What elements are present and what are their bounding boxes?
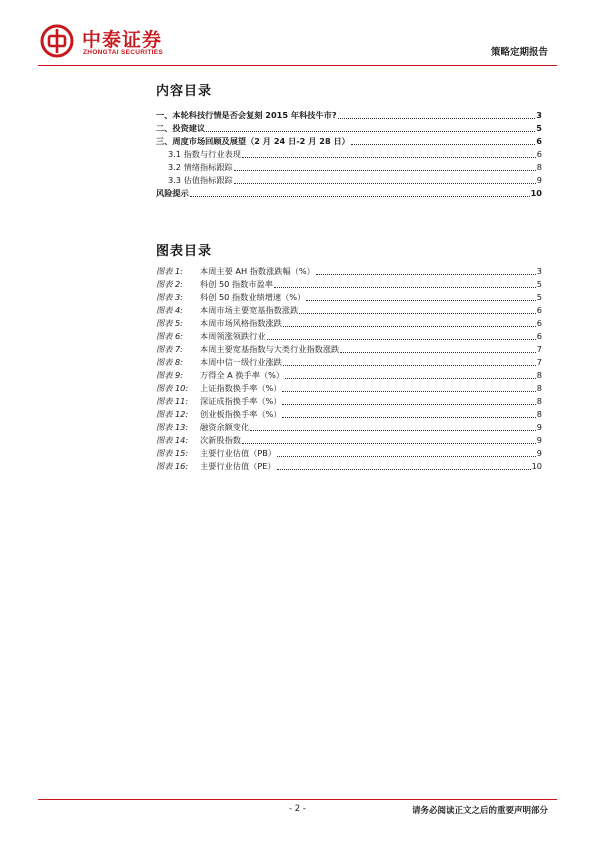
dot-leader [351,144,535,145]
header-divider [38,65,557,66]
brand-name-cn: 中泰证券 [82,29,163,51]
toc-entry-page: 5 [536,279,542,289]
toc-entry[interactable] [156,356,542,369]
toc-entry-label [156,447,276,460]
toc-title: 内容目录 [156,84,213,99]
dot-leader [190,196,530,197]
toc-entry-label [156,408,281,421]
toc-entry[interactable] [156,408,542,421]
footer-divider [38,799,557,800]
toc-entry[interactable] [156,343,542,356]
toc-entry-page: 9 [536,422,542,432]
page-number: - 2 - [289,804,306,814]
toc-entry[interactable] [156,421,542,434]
zhongtai-logo [40,22,220,62]
figure-number: 图表 2: [156,279,183,289]
toc-entry[interactable] [156,460,542,473]
toc-entry-label [156,317,282,330]
figure-caption: 本周领涨领跌行业 [200,331,266,341]
toc-entry-page: 10 [530,188,542,198]
toc-entry-label: 3.1 指数与行业表现 [168,149,241,159]
dot-leader [306,300,536,301]
toc-entry-page: 8 [536,370,542,380]
toc-entry-page: 8 [536,409,542,419]
figure-caption: 融资余额变化 [200,422,250,432]
figure-number: 图表 4: [156,305,183,315]
footer-disclaimer: 请务必阅读正文之后的重要声明部分 [411,806,548,816]
dot-leader [206,131,535,132]
toc-entry-label [156,382,281,395]
toc-entry-page: 3 [536,266,542,276]
toc-entry[interactable] [156,330,542,343]
toc-entry-page: 6 [536,318,542,328]
figure-caption: 次新股指数 [200,435,241,445]
figure-caption: 主要行业估值（PB） [200,448,277,458]
figure-caption: 本周中信一级行业涨跌 [200,357,282,367]
figure-number: 图表 16: [156,461,189,471]
toc-entry-page: 6 [536,331,542,341]
figure-number: 图表 12: [156,409,189,419]
toc-entry-page: 9 [536,448,542,458]
dot-leader [282,417,535,418]
figure-caption: 科创 50 指数市盈率 [200,279,273,289]
toc-entry-label: 一、本轮科技行情是否会复刻 2015 年科技牛市? [156,110,337,120]
toc-entry-page: 5 [536,123,542,133]
toc-entry-page: 5 [536,292,542,302]
dot-leader [282,391,535,392]
dot-leader [299,313,536,314]
toc-entry-label [156,278,273,291]
figure-caption: 本周市场主要宽基指数涨跌 [200,305,299,315]
toc-entry[interactable] [156,161,542,174]
toc-entry-label [156,356,282,369]
toc-entry-label [156,304,298,317]
toc-entry-label [156,343,339,356]
toc-entry-page: 8 [536,396,542,406]
dot-leader [283,326,536,327]
toc-entry[interactable] [156,278,542,291]
toc-entry-label [156,265,315,278]
toc-entry-label [156,395,281,408]
figure-number: 图表 9: [156,370,183,380]
dot-leader [277,456,536,457]
toc-entry-page: 9 [536,435,542,445]
zhongtai-logo-icon [40,24,74,58]
dot-leader [282,404,535,405]
toc-entry-label: 风险提示 [156,188,189,198]
figure-number: 图表 1: [156,266,183,276]
toc-entry-page: 9 [536,175,542,185]
toc-entry-page: 6 [536,305,542,315]
toc-entry[interactable] [156,369,542,382]
toc-entry[interactable] [156,109,542,122]
toc-entry[interactable] [156,291,542,304]
toc-entry[interactable] [156,395,542,408]
figure-caption: 万得全 A 换手率（%） [200,370,285,380]
dot-leader [340,352,536,353]
toc-entry-page: 7 [536,344,542,354]
figure-number: 图表 5: [156,318,183,328]
dot-leader [285,378,536,379]
toc-entry-label [156,291,305,304]
toc-entry-page: 3 [536,110,542,120]
toc-entry-page: 7 [536,357,542,367]
figure-number: 图表 3: [156,292,183,302]
figure-caption: 本周市场风格指数涨跌 [200,318,282,328]
toc-entry[interactable] [156,174,542,187]
toc-entry-label: 3.3 估值指标跟踪 [168,175,233,185]
figure-number: 图表 15: [156,448,189,458]
figure-number: 图表 11: [156,396,189,406]
toc-entry-page: 10 [531,461,542,471]
dot-leader [283,365,536,366]
figure-number: 图表 6: [156,331,183,341]
toc-entry[interactable] [156,434,542,447]
toc-entry[interactable] [156,135,542,148]
toc-entry[interactable] [156,304,542,317]
dot-leader [274,287,536,288]
toc-entry-label [156,369,284,382]
toc-entry-page: 8 [536,162,542,172]
toc-entry[interactable] [156,265,542,278]
dot-leader [316,274,536,275]
toc-entry-label [156,421,249,434]
dot-leader [234,183,536,184]
toc-entry-label: 二、投资建议 [156,123,206,133]
toc-entry-page: 8 [536,383,542,393]
toc-entry-label [156,330,266,343]
figure-caption: 主要行业估值（PE） [200,461,276,471]
dot-leader [242,443,536,444]
figure-number: 图表 10: [156,383,189,393]
figures-title: 图表目录 [156,244,213,259]
toc-entry-label [156,434,241,447]
figure-caption: 本周主要 AH 指数涨跌幅（%） [200,266,315,276]
figure-number: 图表 8: [156,357,183,367]
toc-entry-page: 6 [536,149,542,159]
figure-caption: 创业板指换手率（%） [200,409,282,419]
toc-entry[interactable] [156,187,542,200]
toc-entry[interactable] [156,122,542,135]
toc-entry[interactable] [156,317,542,330]
toc-entry[interactable] [156,148,542,161]
figures-list [156,265,542,473]
figure-number: 图表 13: [156,422,189,432]
toc-entry-label [156,460,276,473]
figure-caption: 深证成指换手率（%） [200,396,282,406]
figure-caption: 本周主要宽基指数与大类行业指数涨跌 [200,344,340,354]
dot-leader [242,157,536,158]
toc-entry[interactable] [156,382,542,395]
dot-leader [267,339,536,340]
dot-leader [234,170,536,171]
figure-number: 图表 7: [156,344,183,354]
brand-name-en: ZHONGTAI SECURITIES [83,49,163,56]
dot-leader [277,469,531,470]
figure-caption: 上证指数换手率（%） [200,383,282,393]
dot-leader [250,430,536,431]
toc-entry-label: 3.2 情绪指标跟踪 [168,162,233,172]
toc-entry[interactable] [156,447,542,460]
figure-number: 图表 14: [156,435,189,445]
dot-leader [338,118,536,119]
toc-entry-page: 6 [536,136,542,146]
toc-entry-label: 三、周度市场回顾及展望（2 月 24 日-2 月 28 日） [156,136,350,146]
figure-caption: 科创 50 指数业绩增速（%） [200,292,306,302]
report-type: 策略定期报告 [490,47,548,58]
toc-list [156,109,542,200]
